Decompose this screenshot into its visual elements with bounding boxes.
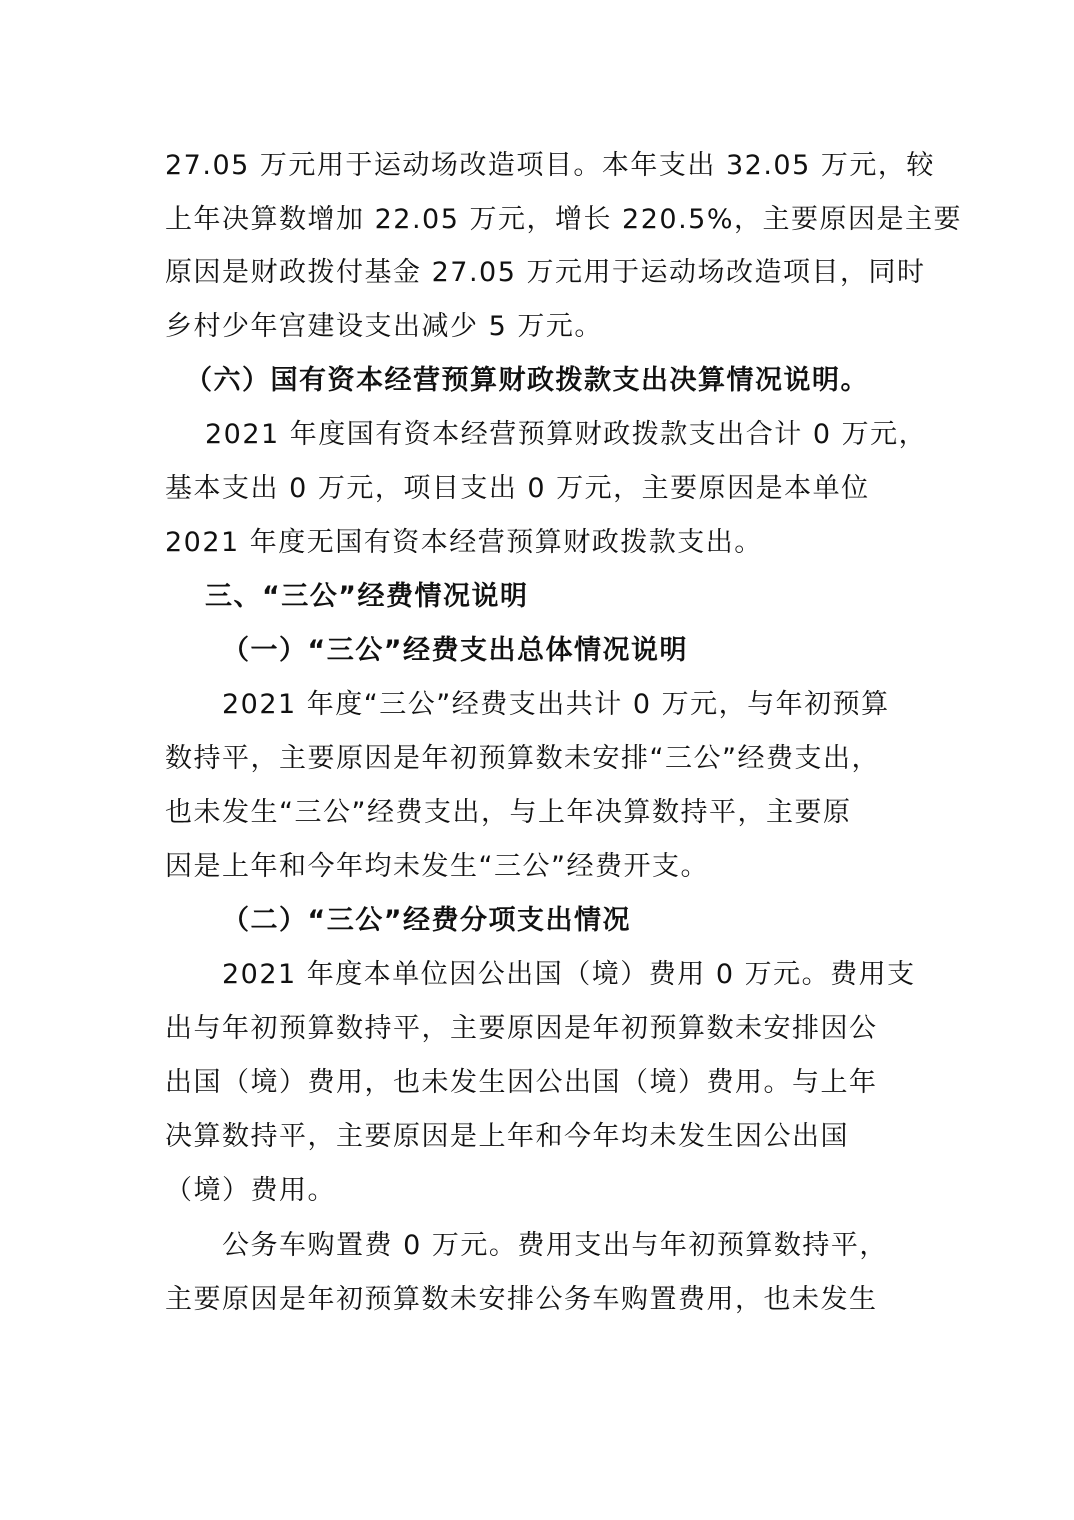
section-heading: （六）国有资本经营预算财政拨款支出决算情况说明。: [185, 365, 869, 396]
paragraph-line: 基本支出 0 万元，项目支出 0 万元，主要原因是本单位: [165, 473, 870, 504]
section-heading: 三、“三公”经费情况说明: [205, 581, 529, 612]
paragraph-line: 2021 年度本单位因公出国（境）费用 0 万元。费用支: [222, 959, 916, 990]
paragraph-line: 乡村少年宫建设支出减少 5 万元。: [165, 311, 603, 342]
paragraph-line: 2021 年度无国有资本经营预算财政拨款支出。: [165, 527, 763, 558]
paragraph-line: 决算数持平，主要原因是上年和今年均未发生因公出国: [165, 1121, 849, 1152]
paragraph-line: 也未发生“三公”经费支出，与上年决算数持平，主要原: [165, 797, 852, 828]
paragraph-line: 出与年初预算数持平，主要原因是年初预算数未安排因公: [165, 1013, 878, 1044]
paragraph-line: 2021 年度“三公”经费支出共计 0 万元，与年初预算: [222, 689, 890, 720]
paragraph-line: 因是上年和今年均未发生“三公”经费开支。: [165, 851, 709, 882]
paragraph-line: 数持平，主要原因是年初预算数未安排“三公”经费支出，: [165, 743, 880, 774]
paragraph-line: 27.05 万元用于运动场改造项目。本年支出 32.05 万元，较: [165, 150, 935, 181]
subsection-heading: （一）“三公”经费支出总体情况说明: [222, 635, 688, 666]
paragraph-line: 出国（境）费用，也未发生因公出国（境）费用。与上年: [165, 1067, 878, 1098]
paragraph-line: 上年决算数增加 22.05 万元，增长 220.5%，主要原因是主要: [165, 204, 962, 235]
paragraph-line: 主要原因是年初预算数未安排公务车购置费用，也未发生: [165, 1284, 878, 1315]
paragraph-line: （境）费用。: [165, 1175, 336, 1206]
paragraph-line: 公务车购置费 0 万元。费用支出与年初预算数持平，: [222, 1230, 888, 1261]
paragraph-line: 2021 年度国有资本经营预算财政拨款支出合计 0 万元，: [205, 419, 928, 450]
subsection-heading: （二）“三公”经费分项支出情况: [222, 905, 631, 936]
paragraph-line: 原因是财政拨付基金 27.05 万元用于运动场改造项目，同时: [165, 257, 926, 288]
